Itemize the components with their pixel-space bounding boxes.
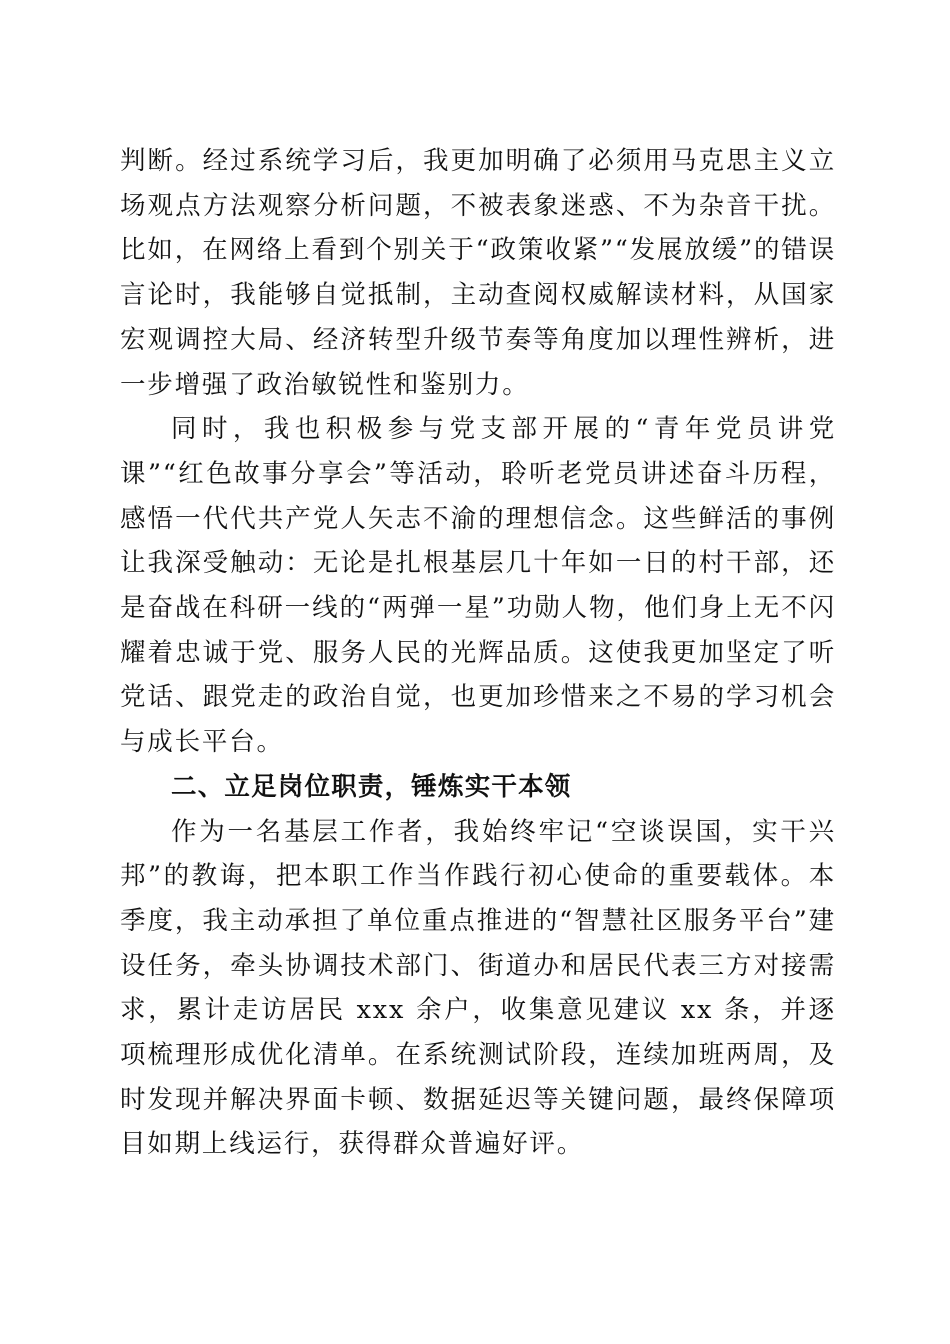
document-body: [120, 139, 836, 1167]
paragraph-activities: 同时，我也积极参与党支部开展的“青年党员讲党课”“红色故事分享会”等活动，聆听老党员讲述奋斗历程，感悟一代代共产党人矢志不渝的理想信念。这些鲜活的事例让我深受触动：无论是扎根基层几十年如一日的村干部，还是奋战在科研一线的“两弹一星”功勋人物，他们身上无不闪耀着忠诚于党、服务人民的光辉品质。这使我更加坚定了听党话、跟党走的政治自觉，也更加珍惜来之不易的学习机会与成长平台。: [120, 414, 836, 758]
section-heading: 二、立足岗位职责，锤炼实干本领: [171, 771, 572, 802]
paragraph-section-body: 作为一名基层工作者，我始终牢记“空谈误国，实干兴邦”的教诲，把本职工作当作践行初心使命的重要载体。本季度，我主动承担了单位重点推进的“智慧社区服务平台”建设任务，牵头协调技术部门、街道办和居民代表三方对接需求，累计走访居民 xxx 余户，收集意见建议 xx 条，并逐项梳理形成优化清单。在系统测试阶段，连续加班两周，及时发现并解决界面卡顿、数据延迟等关键问题，最终保障项目如期上线运行，获得群众普遍好评。: [120, 816, 836, 1160]
paragraph-continued: 判断。经过系统学习后，我更加明确了必须用马克思主义立场观点方法观察分析问题，不被表象迷惑、不为杂音干扰。比如，在网络上看到个别关于“政策收紧”“发展放缓”的错误言论时，我能够自觉抵制，主动查阅权威解读材料，从国家宏观调控大局、经济转型升级节奏等角度加以理性辨析，进一步增强了政治敏锐性和鉴别力。: [120, 146, 836, 400]
